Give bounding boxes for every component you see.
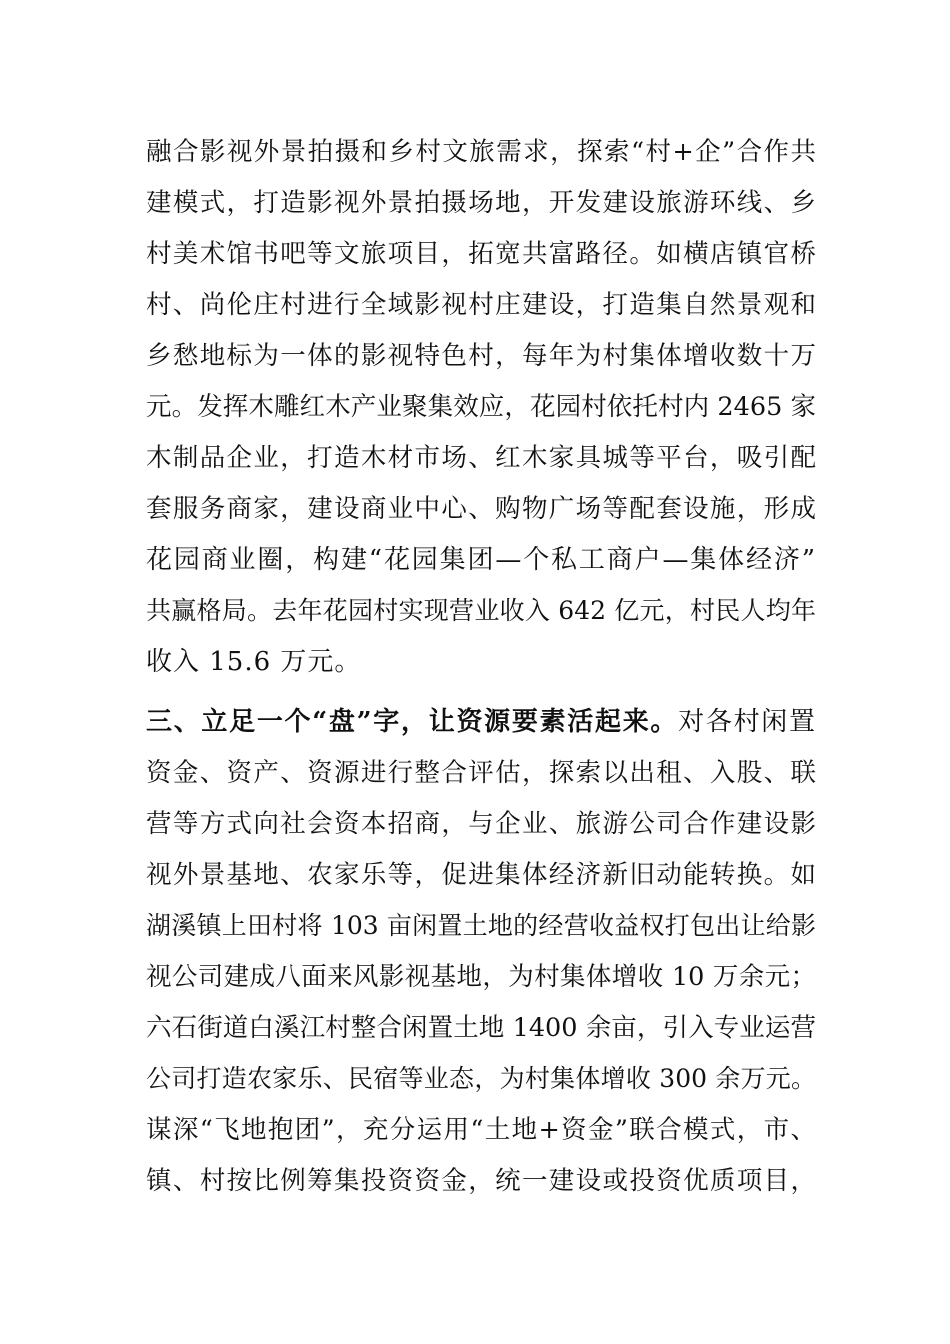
paragraph-2-line-6: 视公司建成八面来风影视基地，为村集体增收 10 万余元； <box>146 962 816 992</box>
paragraph-2-line-8: 公司打造农家乐、民宿等业态，为村集体增收 300 余万元。 <box>146 1064 816 1093</box>
paragraph-2-line-10: 镇、村按比例筹集投资资金，统一建设或投资优质项目， <box>146 1166 816 1196</box>
paragraph-2-line-3: 营等方式向社会资本招商，与企业、旅游公司合作建设影 <box>146 809 816 839</box>
paragraph-1-line-1: 融合影视外景拍摄和乡村文旅需求，探索“村+企”合作共 <box>146 137 816 167</box>
paragraph-2-line-9: 谋深“飞地抱团”，充分运用“土地+资金”联合模式，市、 <box>146 1115 816 1145</box>
paragraph-1-line-10: 共赢格局。去年花园村实现营业收入 642 亿元，村民人均年 <box>146 596 816 625</box>
paragraph-1-line-3: 村美术馆书吧等文旅项目，拓宽共富路径。如横店镇官桥 <box>146 239 816 269</box>
section-heading-continuation: 对各村闲置 <box>678 707 816 737</box>
paragraph-1-line-11: 收入 15.6 万元。 <box>146 647 362 677</box>
paragraph-1-line-7: 木制品企业，打造木材市场、红木家具城等平台，吸引配 <box>146 443 816 473</box>
paragraph-2-line-7: 六石街道白溪江村整合闲置土地 1400 余亩，引入专业运营 <box>146 1013 816 1043</box>
paragraph-1-line-5: 乡愁地标为一体的影视特色村，每年为村集体增收数十万 <box>146 341 816 371</box>
paragraph-2-line-2: 资金、资产、资源进行整合评估，探索以出租、入股、联 <box>146 758 816 788</box>
paragraph-2-line-5: 湖溪镇上田村将 103 亩闲置土地的经营收益权打包出让给影 <box>146 911 816 940</box>
paragraph-1-line-8: 套服务商家，建设商业中心、购物广场等配套设施，形成 <box>146 494 816 524</box>
paragraph-2-line-1 <box>146 702 816 742</box>
paragraph-1-line-2: 建模式，打造影视外景拍摄场地，开发建设旅游环线、乡 <box>146 188 816 218</box>
paragraph-1-line-6: 元。发挥木雕红木产业聚集效应，花园村依托村内 2465 家 <box>146 392 816 422</box>
paragraph-2-line-4: 视外景基地、农家乐等，促进集体经济新旧动能转换。如 <box>146 860 816 890</box>
section-heading: 三、立足一个“盘”字，让资源要素活起来。 <box>146 707 679 737</box>
paragraph-1-line-9: 花园商业圈，构建“花园集团—个私工商户—集体经济” <box>146 545 816 575</box>
paragraph-1-line-4: 村、尚伦庄村进行全域影视村庄建设，打造集自然景观和 <box>146 290 816 320</box>
